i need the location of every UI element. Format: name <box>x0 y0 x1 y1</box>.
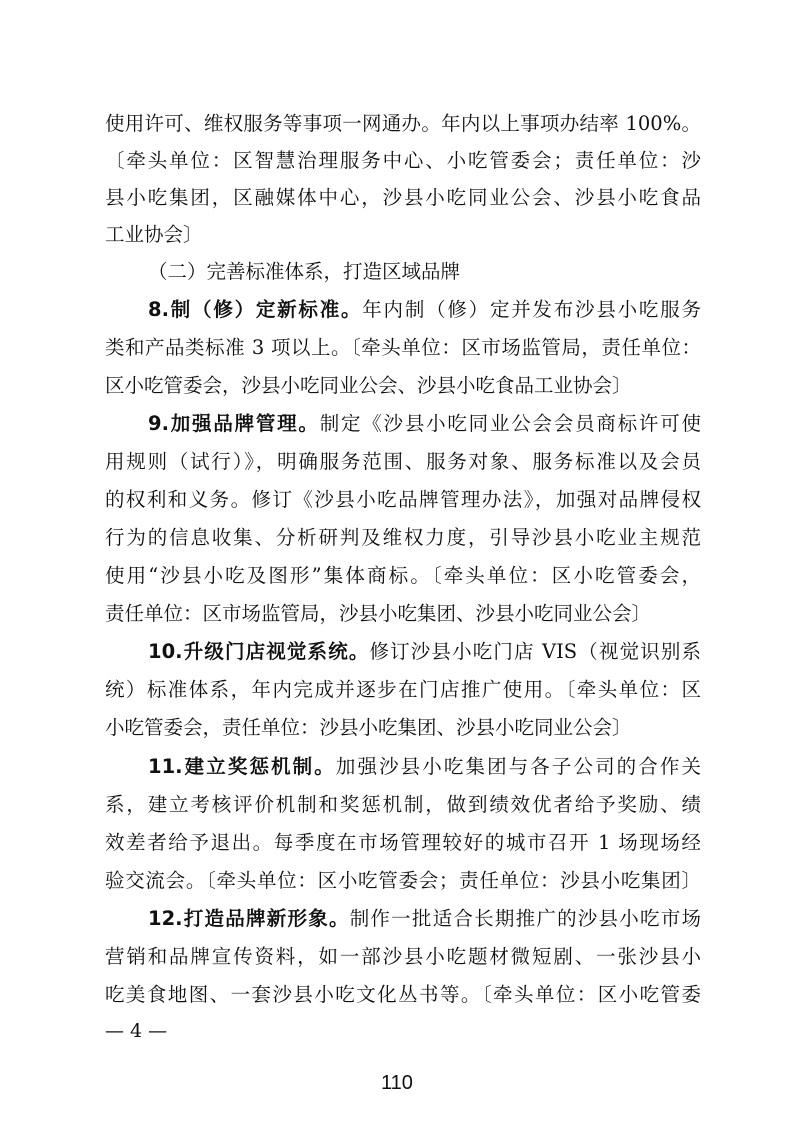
footer-page-number: — 4 — <box>105 1020 168 1042</box>
item-heading: 11.建立奖惩机制。 <box>148 755 336 778</box>
item-heading: 10.升级门店视觉系统。 <box>148 640 370 663</box>
text-line: 效差者给予退出。每季度在市场管理较好的城市召开 1 场现场经 <box>105 831 701 854</box>
item-heading: 9.加强品牌管理。 <box>148 412 320 435</box>
text-line: 10.升级门店视觉系统。修订沙县小吃门店 VIS（视觉识别系 <box>148 640 702 663</box>
text-line: 行为的信息收集、分析研判及维权力度，引导沙县小吃业主规范 <box>105 526 701 549</box>
text-line: 8.制（修）定新标准。年内制（修）定并发布沙县小吃服务 <box>148 298 701 321</box>
text-line: 责任单位：区市场监管局，沙县小吃集团、沙县小吃同业公会〕 <box>105 602 652 625</box>
text-line: 验交流会。〔牵头单位：区小吃管委会；责任单位：沙县小吃集团〕 <box>105 869 701 892</box>
text-line: 县小吃集团，区融媒体中心，沙县小吃同业公会、沙县小吃食品 <box>105 186 701 209</box>
text-line: 统）标准体系，年内完成并逐步在门店推广使用。〔牵头单位：区 <box>105 678 701 701</box>
text-line: 工业协会〕 <box>105 223 203 246</box>
text-line: 区小吃管委会，沙县小吃同业公会、沙县小吃食品工业协会〕 <box>105 374 632 397</box>
text-line: 营销和品牌宣传资料，如一部沙县小吃题材微短剧、一张沙县小 <box>105 945 701 968</box>
text-line: 9.加强品牌管理。制定《沙县小吃同业公会会员商标许可使 <box>148 412 701 435</box>
section-heading: （二）完善标准体系，打造区域品牌 <box>148 260 461 283</box>
text-line: 系，建立考核评价机制和奖惩机制，做到绩效优者给予奖励、绩 <box>105 793 701 816</box>
text-line: 〔牵头单位：区智慧治理服务中心、小吃管委会；责任单位：沙 <box>105 149 701 172</box>
text-line: 小吃管委会，责任单位：沙县小吃集团、沙县小吃同业公会〕 <box>105 716 632 739</box>
text-line: 使用“沙县小吃及图形”集体商标。〔牵头单位：区小吃管委会， <box>105 564 701 587</box>
item-heading: 12.打造品牌新形象。 <box>148 907 350 930</box>
text-line: 吃美食地图、一套沙县小吃文化丛书等。〔牵头单位：区小吃管委 <box>105 983 701 1006</box>
text-line: 用规则（试行）》，明确服务范围、服务对象、服务标准以及会员 <box>105 450 701 473</box>
text-line: 的权利和义务。修订《沙县小吃品牌管理办法》，加强对品牌侵权 <box>105 488 701 511</box>
scan-page-number: 110 <box>381 1072 413 1094</box>
text-line: 12.打造品牌新形象。制作一批适合长期推广的沙县小吃市场 <box>148 907 701 930</box>
text-line: 11.建立奖惩机制。加强沙县小吃集团与各子公司的合作关 <box>148 755 701 778</box>
text-line: 使用许可、维权服务等事项一网通办。年内以上事项办结率 100%。 <box>105 112 701 135</box>
item-heading: 8.制（修）定新标准。 <box>148 298 363 321</box>
text-line: 类和产品类标准 3 项以上。〔牵头单位：区市场监管局，责任单位： <box>105 336 701 359</box>
